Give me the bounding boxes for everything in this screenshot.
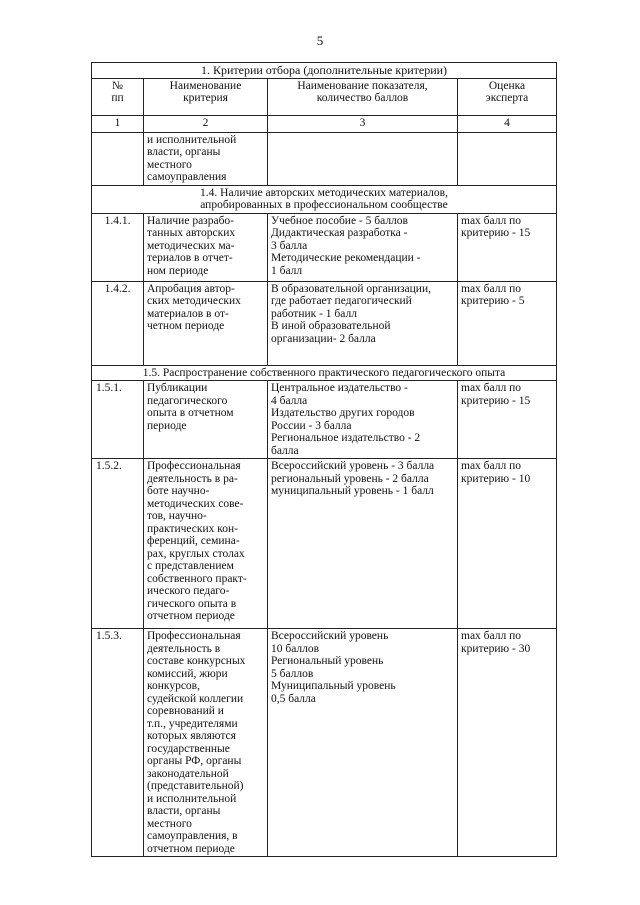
row-code: 1.4.2. — [92, 281, 144, 365]
row-criterion-name: Публикации педагогического опыта в отчетном периоде — [144, 381, 268, 459]
continuation-indicator — [268, 132, 458, 185]
continuation-row — [92, 132, 557, 185]
page-number: 5 — [316, 33, 324, 48]
row-code: 1.5.2. — [92, 459, 144, 629]
section-heading-1-5 — [92, 365, 557, 381]
row-code: 1.5.3. — [92, 629, 144, 857]
section-title-1-5: 1.5. Распространение собственного практического педагогического опыта — [92, 365, 557, 381]
continuation-score — [458, 132, 557, 185]
row-indicator: В образовательной организации, где работает педагогический работник - 1 балл В иной образовательной организации- 2 балла — [268, 281, 458, 365]
row-indicator: Центральное издательство - 4 балла Издательство других городов России - 3 балла Региональное издательство - 2 балла — [268, 381, 458, 459]
row-indicator: Всероссийский уровень - 3 балла региональный уровень - 2 балла муниципальный уровень - 1 балл — [268, 459, 458, 629]
header-criterion-name: Наименование критерия — [144, 78, 268, 115]
table-row — [92, 281, 557, 365]
row-criterion-name: Профессиональная деятельность в составе конкурсных комиссий, жюри конкурсов, судейской коллегии соревнований и т.п., учредителями которых являются государственные органы РФ, органы законодательной (представительной) и исполнительной власти, органы местного самоуправления, в отчетном периоде — [144, 629, 268, 857]
header-indicator: Наименование показателя, количество баллов — [268, 78, 458, 115]
table-row — [92, 459, 557, 629]
table-row — [92, 213, 557, 281]
column-number-1: 1 — [92, 115, 144, 132]
row-score: max балл по критерию - 15 — [458, 381, 557, 459]
row-score: max балл по критерию - 5 — [458, 281, 557, 365]
continuation-name: и исполнительной власти, органы местного самоуправления — [144, 132, 268, 185]
table-title-row — [92, 63, 557, 79]
column-number-4: 4 — [458, 115, 557, 132]
criteria-table — [91, 62, 557, 857]
row-criterion-name: Апробация автор- ских методических материалов в от- четном периоде — [144, 281, 268, 365]
table-title: 1. Критерии отбора (дополнительные критерии) — [92, 63, 557, 79]
section-heading-1-4 — [92, 185, 557, 213]
row-code: 1.5.1. — [92, 381, 144, 459]
row-criterion-name: Профессиональная деятельность в ра- боте научно- методических сове- тов, научно- практических кон- ференций, семина- рах, круглых столах с представлением собственного практ- ического педаго- гического опыта в отчетном периоде — [144, 459, 268, 629]
row-score: max балл по критерию - 15 — [458, 213, 557, 281]
table-row — [92, 629, 557, 857]
column-number-3: 3 — [268, 115, 458, 132]
section-title-1-4: 1.4. Наличие авторских методических материалов, апробированных в профессиональном сообществе — [92, 185, 557, 213]
row-code: 1.4.1. — [92, 213, 144, 281]
header-number: № пп — [92, 78, 144, 115]
row-score: max балл по критерию - 10 — [458, 459, 557, 629]
row-indicator: Учебное пособие - 5 баллов Дидактическая разработка - 3 балла Методические рекомендации - 1 балл — [268, 213, 458, 281]
row-criterion-name: Наличие разрабо- танных авторских методических ма- териалов в отчет- ном периоде — [144, 213, 268, 281]
column-number-row — [92, 115, 557, 132]
row-indicator: Всероссийский уровень 10 баллов Региональный уровень 5 баллов Муниципальный уровень 0,5 балла — [268, 629, 458, 857]
table-row — [92, 381, 557, 459]
header-row — [92, 78, 557, 115]
header-expert-score: Оценка эксперта — [458, 78, 557, 115]
column-number-2: 2 — [144, 115, 268, 132]
row-score: max балл по критерию - 30 — [458, 629, 557, 857]
continuation-code — [92, 132, 144, 185]
